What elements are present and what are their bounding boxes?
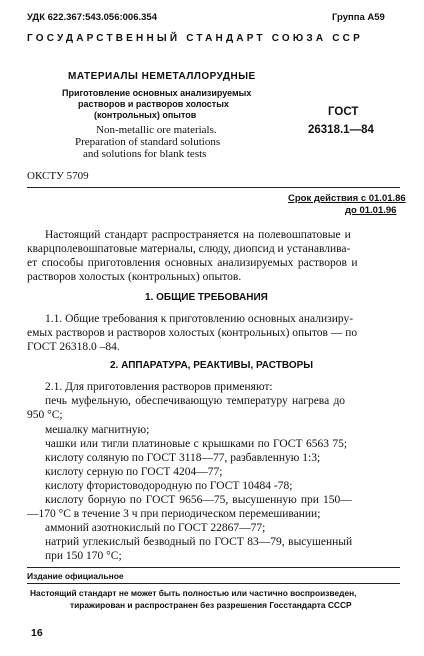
subtitle-ru-2: растворов и растворов холостых bbox=[78, 99, 229, 109]
section-2-line-3: 950 °С; bbox=[27, 409, 63, 421]
intro-line-2: кварцполевошпатовые материалы, слюду, диопсид и устанавлива- bbox=[27, 243, 351, 255]
title-en-2: Preparation of standard solutions bbox=[75, 136, 221, 148]
copyright-notice-2: тиражирован и распространен без разрешения Госстандарта СССР bbox=[70, 600, 352, 610]
group-code: Группа А59 bbox=[332, 12, 385, 23]
state-standard-banner: ГОСУДАРСТВЕННЫЙ СТАНДАРТ СОЮЗА ССР bbox=[27, 33, 363, 44]
validity-end: до 01.01.96 bbox=[345, 205, 397, 216]
section-2-line-10: —170 °С в течение 3 ч при периодическом перемешивании; bbox=[27, 508, 321, 520]
page-number: 16 bbox=[31, 627, 43, 639]
subtitle-ru-3: (контрольных) опытов bbox=[94, 110, 197, 120]
section-2-line-1: 2.1. Для приготовления растворов применяют: bbox=[45, 381, 273, 393]
section-2-line-8: кислоту фтористоводородную по ГОСТ 10484 -78; bbox=[45, 480, 293, 492]
section-2-line-2: печь муфельную, обеспечивающую температуру нагрева до bbox=[45, 395, 346, 407]
section-2-line-11: аммоний азотнокислый по ГОСТ 22867—77; bbox=[45, 522, 266, 534]
intro-line-1: Настоящий стандарт распространяется на полевошпатовые и bbox=[45, 229, 351, 241]
intro-line-4: растворов холостых (контрольных) опытов. bbox=[27, 271, 242, 283]
section-1-line-2: емых растворов и растворов холостых (контрольных) опытов — по bbox=[27, 327, 358, 339]
section-2-line-5: чашки или тигли платиновые с крышками по ГОСТ 6563 75; bbox=[45, 438, 348, 450]
section-2-line-7: кислоту серную по ГОСТ 4204—77; bbox=[45, 466, 223, 478]
title-en-1: Non-metallic ore materials. bbox=[96, 124, 217, 136]
intro-line-3: ет способы приготовления основных анализируемых растворов и bbox=[27, 257, 358, 269]
section-2-heading: 2. АППАРАТУРА, РЕАКТИВЫ, РАСТВОРЫ bbox=[110, 360, 314, 371]
validity-start: Срок действия с 01.01.86 bbox=[288, 193, 406, 204]
subtitle-ru-1: Приготовление основных анализируемых bbox=[62, 88, 252, 98]
section-1-line-1: 1.1. Общие требования к приготовлению основных анализиру- bbox=[45, 313, 354, 325]
section-1-heading: 1. ОБЩИЕ ТРЕБОВАНИЯ bbox=[145, 292, 268, 303]
official-edition: Издание официальное bbox=[27, 571, 124, 581]
gost-number: 26318.1—84 bbox=[308, 124, 374, 136]
copyright-notice-1: Настоящий стандарт не может быть полностью или частично воспроизведен, bbox=[30, 588, 357, 598]
okstu-code: ОКСТУ 5709 bbox=[27, 170, 89, 182]
section-2-line-9: кислоту борную по ГОСТ 9656—75, высушенную при 150— bbox=[45, 494, 352, 506]
section-2-line-4: мешалку магнитную; bbox=[45, 424, 150, 436]
title-en-3: and solutions for blank tests bbox=[83, 148, 207, 160]
gost-label: ГОСТ bbox=[328, 106, 359, 118]
document-title: МАТЕРИАЛЫ НЕМЕТАЛЛОРУДНЫЕ bbox=[68, 71, 256, 82]
section-1-line-3: ГОСТ 26318.0 –84. bbox=[27, 341, 120, 353]
section-2-line-13: при 150 170 °С; bbox=[45, 550, 122, 562]
section-2-line-6: кислоту соляную по ГОСТ 3118—77, разбавленную 1:3; bbox=[45, 452, 321, 464]
top-divider bbox=[27, 187, 400, 188]
footer-divider-2 bbox=[27, 583, 400, 584]
udk-code: УДК 622.367:543.056:006.354 bbox=[27, 12, 157, 23]
section-2-line-12: натрий углекислый безводный по ГОСТ 83—79, высушенный bbox=[45, 536, 353, 548]
footer-divider bbox=[27, 567, 400, 568]
